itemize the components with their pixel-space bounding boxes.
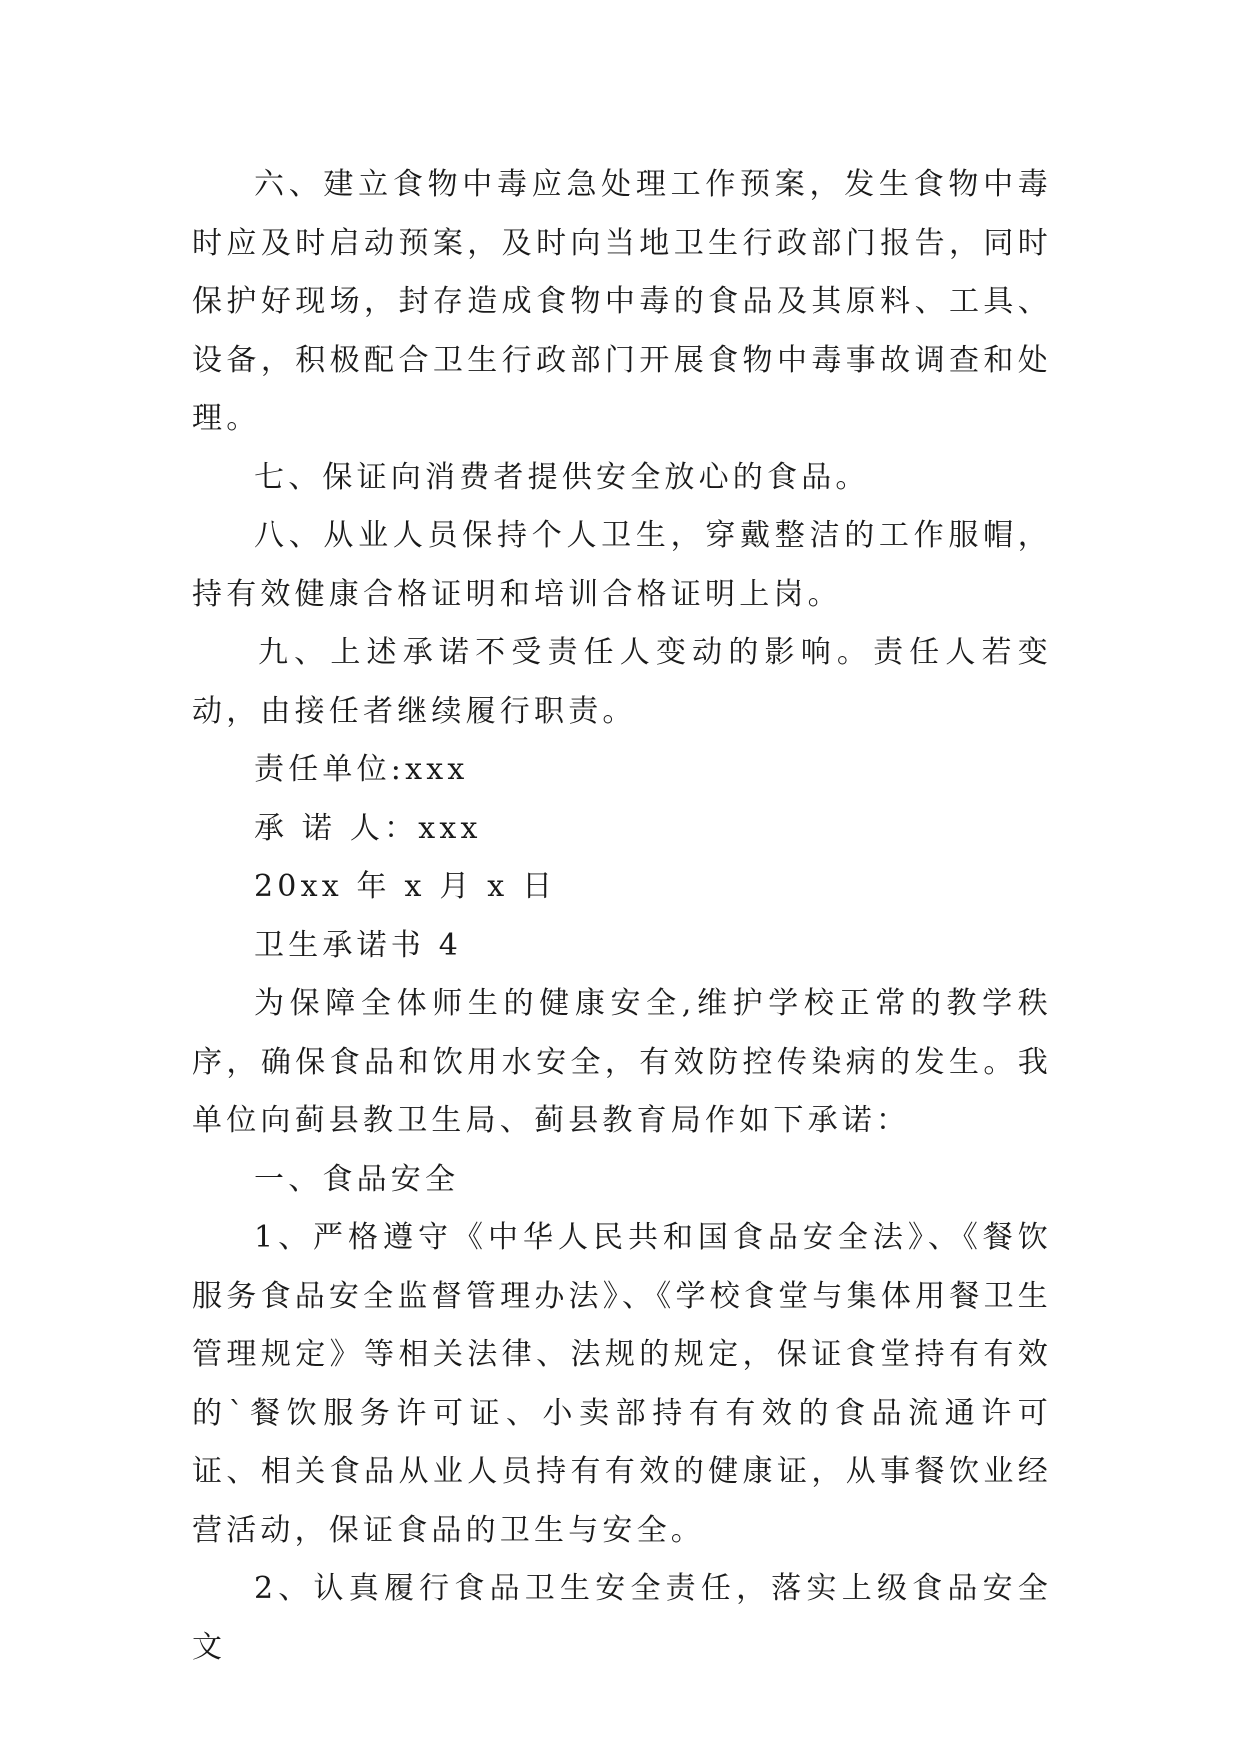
signature-promisor: 承 诺 人：xxx: [254, 810, 482, 846]
paragraph-item-six: 六、建立食物中毒应急处理工作预案，发生食物中毒时应及时启动预案，及时向当地卫生行政部门报告，同时保护好现场，封存造成食物中毒的食品及其原料、工具、设备，积极配合卫生行政部门开展食物中毒事故调查和处理。: [192, 167, 1052, 436]
paragraph-item-nine: 九、上述承诺不受责任人变动的影响。责任人若变动，由接任者继续履行职责。: [192, 635, 1052, 729]
signature-unit: 责任单位:xxx: [254, 752, 469, 787]
food-safety-item-1: 1、严格遵守《中华人民共和国食品安全法》、《餐饮服务食品安全监督管理办法》、《学校食堂与集体用餐卫生管理规定》等相关法律、法规的规定，保证食堂持有有效的`餐饮服务许可证、小卖部持有有效的食品流通许可证、相关食品从业人员持有有效的健康证，从事餐饮业经营活动，保证食品的卫生与安全。: [192, 1220, 1052, 1548]
paragraph-item-seven: 七、保证向消费者提供安全放心的食品。: [254, 459, 870, 495]
document-page: [192, 156, 1052, 1677]
intro-paragraph: 为保障全体师生的健康安全,维护学校正常的教学秩序，确保食品和饮用水安全，有效防控传染病的发生。我单位向蓟县教卫生局、蓟县教育局作如下承诺：: [192, 986, 1052, 1138]
food-safety-item-2: 2、认真履行食品卫生安全责任，落实上级食品安全文: [192, 1571, 1052, 1665]
signature-date: 20xx 年 x 月 x 日: [254, 869, 557, 904]
section-title: 卫生承诺书 4: [254, 927, 463, 963]
paragraph-item-eight: 八、从业人员保持个人卫生，穿戴整洁的工作服帽，持有效健康合格证明和培训合格证明上岗。: [192, 518, 1052, 612]
heading-food-safety: 一、食品安全: [254, 1161, 460, 1197]
